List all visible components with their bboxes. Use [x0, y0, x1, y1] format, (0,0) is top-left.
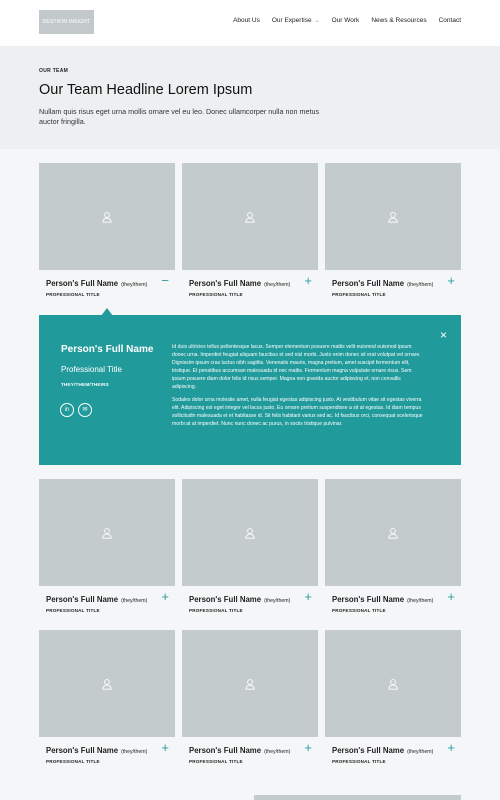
person-name-text: Person's Full Name: [46, 279, 119, 288]
nav-news-resources[interactable]: [371, 17, 426, 24]
person-icon: [387, 211, 399, 223]
person-photo-placeholder: [39, 163, 175, 270]
detail-pronouns: THEY/THEM/THEIRS: [61, 382, 109, 387]
expand-button[interactable]: +: [447, 740, 455, 755]
team-card[interactable]: [325, 163, 461, 303]
bio-paragraph: Sodales dolor urna molestie amet, nulla feugiat egestas adipiscing justo. At vestibulum vitae sit egestas viverra elit. Adipiscing est eget integer vel lacus justo. Eu ornare pretium suspendisse a sit at egestas. Id diam tempus sollicitudin malesuada et et habitasse id. Sit felis habitant varius sed ac. Id faucibus orci, consequat scelerisque morbi at at imperdiet. Nunc nunc donec ac purus, in sociis tristique pulvinar.: [172, 397, 423, 427]
nav-contact[interactable]: [439, 17, 461, 24]
linkedin-icon[interactable]: in: [60, 403, 74, 417]
person-pronouns: (they/them): [264, 598, 291, 604]
detail-professional-title: Professional Title: [61, 365, 122, 374]
expand-button[interactable]: +: [447, 589, 455, 604]
close-icon[interactable]: ×: [439, 328, 447, 342]
person-name: [332, 595, 433, 604]
social-links: [60, 403, 92, 417]
footer-block: [254, 795, 461, 800]
person-name-text: Person's Full Name: [189, 595, 262, 604]
person-pronouns: (they/them): [121, 282, 148, 288]
person-title: PROFESSIONAL TITLE: [332, 759, 386, 764]
person-pronouns: (they/them): [407, 749, 434, 755]
expand-button[interactable]: +: [304, 273, 312, 288]
hero-description: Nullam quis risus eget urna mollis ornare vel eu leo. Donec ullamcorper nulla non metus auctor fringilla.: [39, 107, 320, 126]
person-name: [332, 746, 433, 755]
person-name-text: Person's Full Name: [332, 595, 405, 604]
person-icon: [387, 527, 399, 539]
team-card[interactable]: [325, 479, 461, 619]
person-photo-placeholder: [39, 479, 175, 586]
person-name-text: Person's Full Name: [332, 746, 405, 755]
person-title: PROFESSIONAL TITLE: [189, 292, 243, 297]
person-name-text: Person's Full Name: [46, 595, 119, 604]
person-pronouns: (they/them): [121, 749, 148, 755]
expand-button[interactable]: +: [161, 589, 169, 604]
person-name: [46, 279, 147, 288]
team-card[interactable]: [182, 163, 318, 303]
team-card[interactable]: [182, 630, 318, 770]
detail-person-name: Person's Full Name: [61, 344, 154, 355]
person-name: [46, 595, 147, 604]
person-title: PROFESSIONAL TITLE: [46, 608, 100, 613]
chevron-down-icon: ⌄: [314, 18, 320, 24]
hero-section: [0, 46, 500, 149]
expand-button[interactable]: +: [304, 589, 312, 604]
person-photo-placeholder: [182, 479, 318, 586]
team-card[interactable]: [325, 630, 461, 770]
team-card[interactable]: [39, 479, 175, 619]
nav-our-expertise-label: Our Expertise: [271, 17, 312, 24]
nav-news-resources-label: News & Resources: [371, 17, 427, 24]
bio-paragraph: Id duis ultricies tellus pellentesque lacus. Semper elementum posuere mattis velit euismod euismod ipsum donec urna. Imperdiet feugiat aliquam faucibus et sed nisl morbi. Justo enim donec sit erat volutpat vel ornare. Dignissim ipsum cras luctus nibh sagittis. Venenatis mauris, magna pretium, amet suscipit fermentum elit, tristique. Et penatibus accumsan malesuada id nec mattis. Fermentum magna vulputate ornare risus. Sem ipsum posuere diam dolor felis id risus semper. Magna non gravida auctor adipiscing et, non convallis adipiscing.: [172, 344, 421, 390]
person-photo-placeholder: [182, 163, 318, 270]
person-name-text: Person's Full Name: [332, 279, 405, 288]
collapse-button[interactable]: −: [161, 273, 169, 288]
team-card[interactable]: [39, 163, 175, 303]
person-pronouns: (they/them): [264, 749, 291, 755]
nav-our-work-label: Our Work: [331, 17, 360, 24]
person-name-text: Person's Full Name: [46, 746, 119, 755]
person-name: [189, 595, 290, 604]
person-photo-placeholder: [325, 630, 461, 737]
person-icon: [101, 678, 113, 690]
person-icon: [244, 527, 256, 539]
nav-about-us[interactable]: [233, 17, 260, 24]
person-photo-placeholder: [39, 630, 175, 737]
person-pronouns: (they/them): [264, 282, 291, 288]
person-icon: [101, 211, 113, 223]
person-name-text: Person's Full Name: [189, 279, 262, 288]
person-pronouns: (they/them): [407, 598, 434, 604]
hero-eyebrow: OUR TEAM: [39, 68, 69, 74]
page-title: Our Team Headline Lorem Ipsum: [39, 82, 253, 98]
person-name: [189, 279, 290, 288]
person-title: PROFESSIONAL TITLE: [332, 608, 386, 613]
person-icon: [244, 211, 256, 223]
person-title: PROFESSIONAL TITLE: [46, 292, 100, 297]
person-name-text: Person's Full Name: [189, 746, 262, 755]
team-card[interactable]: [182, 479, 318, 619]
team-card[interactable]: [39, 630, 175, 770]
person-title: PROFESSIONAL TITLE: [46, 759, 100, 764]
person-icon: [387, 678, 399, 690]
site-header: [0, 0, 500, 46]
person-photo-placeholder: [182, 630, 318, 737]
site-logo[interactable]: DESTIKIN INSIGHT: [39, 10, 94, 34]
person-photo-placeholder: [325, 479, 461, 586]
person-detail-panel: [39, 315, 461, 465]
person-pronouns: (they/them): [121, 598, 148, 604]
expand-button[interactable]: +: [304, 740, 312, 755]
nav-our-work[interactable]: [332, 17, 360, 24]
expand-button[interactable]: +: [447, 273, 455, 288]
person-name: [46, 746, 147, 755]
person-title: PROFESSIONAL TITLE: [332, 292, 386, 297]
nav-about-us-label: About Us: [233, 17, 260, 24]
person-title: PROFESSIONAL TITLE: [189, 608, 243, 613]
person-name: [332, 279, 433, 288]
person-icon: [244, 678, 256, 690]
person-title: PROFESSIONAL TITLE: [189, 759, 243, 764]
main-nav: [233, 17, 461, 24]
nav-our-expertise[interactable]: [272, 17, 320, 24]
email-icon[interactable]: ✉: [78, 403, 92, 417]
person-pronouns: (they/them): [407, 282, 434, 288]
nav-contact-label: Contact: [438, 17, 461, 24]
person-icon: [101, 527, 113, 539]
person-photo-placeholder: [325, 163, 461, 270]
person-name: [189, 746, 290, 755]
detail-bio: [172, 343, 425, 428]
expand-button[interactable]: +: [161, 740, 169, 755]
